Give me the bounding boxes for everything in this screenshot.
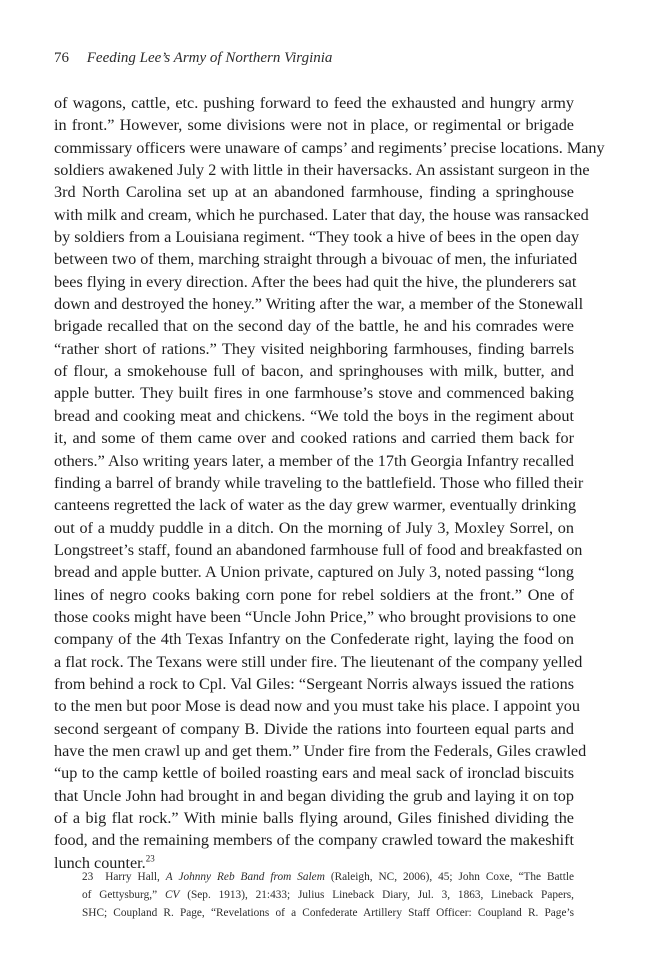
body-line: “rather short of rations.” They visited neighboring farmhouses, finding barrels xyxy=(54,339,574,358)
body-line: have the men crawl up and get them.” Under fire from the Federals, Giles crawled xyxy=(54,741,587,760)
body-line: canteens regretted the lack of water as the day grew warmer, eventually drinking xyxy=(54,496,577,515)
footnote-text: (Raleigh, NC, 2006), 45; John Coxe, “The Battle xyxy=(324,871,574,883)
body-line: bees flying in every direction. After the bees had quit the hive, the plunderers sat xyxy=(54,272,577,291)
body-line: bread and cooking meat and chickens. “We told the boys in the regiment about xyxy=(54,406,574,425)
body-line: others.” Also writing years later, a member of the 17th Georgia Infantry recalled xyxy=(54,451,574,470)
body-line: that Uncle John had brought in and began dividing the grub and laying it on top xyxy=(54,786,574,805)
footnote-line xyxy=(82,868,574,886)
body-line: from behind a rock to Cpl. Val Giles: “Sergeant Norris always issued the rations xyxy=(54,674,574,693)
footnote-text: Harry Hall, xyxy=(105,871,166,883)
body-line: Longstreet’s staff, found an abandoned farmhouse full of food and breakfasted on xyxy=(54,540,583,559)
body-line: down and destroyed the honey.” Writing after the war, a member of the Stonewall xyxy=(54,295,584,314)
body-line: out of a muddy puddle in a ditch. On the morning of July 3, Moxley Sorrel, on xyxy=(54,518,574,537)
body-text xyxy=(54,92,605,874)
body-line: those cooks might have been “Uncle John Price,” who brought provisions to one xyxy=(54,607,576,626)
body-line: of a big flat rock.” With minie balls flying around, Giles finished dividing the xyxy=(54,809,574,827)
body-line: of flour, a smokehouse full of bacon, and springhouses with milk, butter, and xyxy=(54,362,574,381)
body-line: a flat rock. The Texans were still under fire. The lieutenant of the company yelled xyxy=(54,652,583,671)
running-title: Feeding Lee’s Army of Northern Virginia xyxy=(86,50,333,66)
footnote-text: of Gettysburg,” xyxy=(82,889,165,901)
body-line: in front.” However, some divisions were not in place, or regimental or brigade xyxy=(54,116,574,135)
body-line: company of the 4th Texas Infantry on the Confederate right, laying the food on xyxy=(54,630,574,649)
body-line: to the men but poor Mose is dead now and you must take his place. I appoint you xyxy=(54,697,580,716)
body-line: brigade recalled that on the second day of the battle, he and his comrades were xyxy=(54,317,574,336)
body-line: lines of negro cooks baking corn pone for rebel soldiers at the front.” One of xyxy=(54,585,574,604)
footnotes xyxy=(82,868,574,922)
footnote-journal-abbr: CV xyxy=(164,889,180,901)
footnote-book-title: A Johnny Reb Band from Salem xyxy=(165,871,325,883)
body-line: it, and some of them came over and cooked rations and carried them back for xyxy=(54,429,574,448)
body-line: with milk and cream, which he purchased. Later that day, the house was ransacked xyxy=(54,205,589,224)
body-line: by soldiers from a Louisiana regiment. “They took a hive of bees in the open day xyxy=(54,228,580,247)
body-line: apple butter. They built fires in one farmhouse’s stove and commenced baking xyxy=(54,384,574,403)
body-line: commissary officers were unaware of camps’ and regiments’ precise locations. Many xyxy=(54,138,605,157)
footnote-line xyxy=(82,886,574,904)
footnote-text: (Sep. 1913), 21:433; Julius Lineback Diary, Jul. 3, 1863, Lineback Papers, xyxy=(179,889,574,901)
footnote-reference[interactable]: 23 xyxy=(145,853,155,864)
page-header xyxy=(54,50,332,67)
body-line: food, and the remaining members of the company crawled toward the makeshift xyxy=(54,831,574,850)
footnote-number: 23 xyxy=(82,871,94,883)
body-line: second sergeant of company B. Divide the rations into fourteen equal parts and xyxy=(54,719,574,738)
body-line: “up to the camp kettle of boiled roasting ears and meal sack of ironclad biscuits xyxy=(54,764,574,783)
footnote-line: SHC; Coupland R. Page, “Revelations of a Confederate Artillery Staff Officer: Coupland R. Page’s xyxy=(82,907,574,919)
body-line: soldiers awakened July 2 with little in their haversacks. An assistant surgeon in the xyxy=(54,161,590,180)
page-number: 76 xyxy=(54,50,69,66)
body-line-last-text: lunch counter. xyxy=(54,853,146,872)
body-line: of wagons, cattle, etc. pushing forward to feed the exhausted and hungry army xyxy=(54,94,574,112)
body-line: 3rd North Carolina set up at an abandoned farmhouse, finding a springhouse xyxy=(54,183,574,202)
body-line: bread and apple butter. A Union private, captured on July 3, noted passing “long xyxy=(54,563,574,582)
body-line: between two of them, marching straight through a bivouac of men, the infuriated xyxy=(54,250,578,269)
body-line: finding a barrel of brandy while traveling to the battlefield. Those who filled their xyxy=(54,473,584,492)
